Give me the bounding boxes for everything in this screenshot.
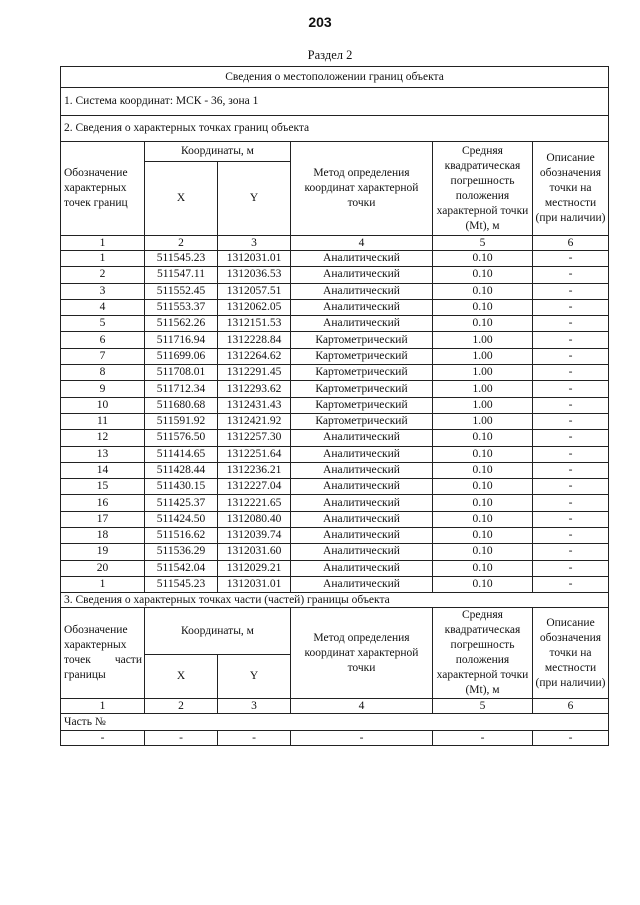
- header-error: Средняя квадратическая погрешность положения характерной точки (Mt), м: [433, 142, 533, 236]
- table-row: [61, 365, 609, 381]
- method: Аналитический: [291, 316, 433, 332]
- coord-x: 511712.34: [145, 381, 218, 397]
- header-designation: Обозначение характерных точек границ: [61, 142, 145, 236]
- coord-x: 511680.68: [145, 397, 218, 413]
- coordinate-system: 1. Система координат: МСК - 36, зона 1: [61, 88, 609, 116]
- coord-x: 511414.65: [145, 446, 218, 462]
- point-number: 13: [61, 446, 145, 462]
- header-x: X: [145, 162, 218, 236]
- description: -: [533, 544, 609, 560]
- point-number: 1: [61, 251, 145, 267]
- table-row: [61, 430, 609, 446]
- part-label: Часть №: [61, 714, 609, 731]
- column-numbers-row: [61, 236, 609, 251]
- error: 0.10: [433, 479, 533, 495]
- part-cell: -: [218, 731, 291, 746]
- table-row: [61, 479, 609, 495]
- column-number: 6: [533, 699, 609, 714]
- coord-x: 511536.29: [145, 544, 218, 560]
- coord-x: 511708.01: [145, 365, 218, 381]
- coord-x: 511547.11: [145, 267, 218, 283]
- error: 1.00: [433, 413, 533, 429]
- coord-y: 1312036.53: [218, 267, 291, 283]
- coord-x: 511552.45: [145, 283, 218, 299]
- table-row: [61, 413, 609, 429]
- description: -: [533, 397, 609, 413]
- error: 0.10: [433, 316, 533, 332]
- part-header-method: Метод определения координат характерной точки: [291, 608, 433, 699]
- point-number: 18: [61, 528, 145, 544]
- coord-y: 1312031.01: [218, 251, 291, 267]
- points-section-row: [61, 116, 609, 142]
- coord-x: 511430.15: [145, 479, 218, 495]
- column-number: 5: [433, 236, 533, 251]
- point-number: 8: [61, 365, 145, 381]
- description: -: [533, 528, 609, 544]
- method: Аналитический: [291, 446, 433, 462]
- table-row: [61, 397, 609, 413]
- error: 0.10: [433, 267, 533, 283]
- error: 0.10: [433, 560, 533, 576]
- column-number: 4: [291, 699, 433, 714]
- description: -: [533, 332, 609, 348]
- error: 0.10: [433, 251, 533, 267]
- coord-y: 1312291.45: [218, 365, 291, 381]
- method: Аналитический: [291, 576, 433, 592]
- coord-y: 1312029.21: [218, 560, 291, 576]
- part-header-y: Y: [218, 654, 291, 698]
- error: 0.10: [433, 511, 533, 527]
- description: -: [533, 495, 609, 511]
- error: 0.10: [433, 495, 533, 511]
- description: -: [533, 430, 609, 446]
- point-number: 10: [61, 397, 145, 413]
- method: Аналитический: [291, 479, 433, 495]
- table-row: [61, 381, 609, 397]
- method: Аналитический: [291, 267, 433, 283]
- part-header-error: Средняя квадратическая погрешность положения характерной точки (Mt), м: [433, 608, 533, 699]
- method: Аналитический: [291, 560, 433, 576]
- coord-x: 511424.50: [145, 511, 218, 527]
- description: -: [533, 251, 609, 267]
- method: Аналитический: [291, 462, 433, 478]
- column-number: 1: [61, 699, 145, 714]
- coord-y: 1312031.01: [218, 576, 291, 592]
- error: 1.00: [433, 365, 533, 381]
- description: -: [533, 479, 609, 495]
- coord-y: 1312057.51: [218, 283, 291, 299]
- part-cell: -: [533, 731, 609, 746]
- point-number: 5: [61, 316, 145, 332]
- table-row: [61, 332, 609, 348]
- point-number: 19: [61, 544, 145, 560]
- description: -: [533, 462, 609, 478]
- table-row: [61, 576, 609, 592]
- coord-x: 511699.06: [145, 348, 218, 364]
- coord-y: 1312264.62: [218, 348, 291, 364]
- coord-y: 1312031.60: [218, 544, 291, 560]
- error: 0.10: [433, 528, 533, 544]
- part-header-coordinates: Координаты, м: [145, 608, 291, 655]
- point-number: 7: [61, 348, 145, 364]
- column-number: 1: [61, 236, 145, 251]
- part-header-designation: Обозначение характерных точек части границы: [61, 608, 145, 699]
- table-row: [61, 462, 609, 478]
- error: 1.00: [433, 332, 533, 348]
- table-row: [61, 299, 609, 315]
- table-row: [61, 511, 609, 527]
- part-header-description: Описание обозначения точки на местности (при наличии): [533, 608, 609, 699]
- section-title: Раздел 2: [307, 48, 353, 62]
- coord-x: 511545.23: [145, 251, 218, 267]
- coord-y: 1312251.64: [218, 446, 291, 462]
- column-number: 5: [433, 699, 533, 714]
- coord-x: 511542.04: [145, 560, 218, 576]
- part-header-row-1: [61, 608, 609, 655]
- point-number: 6: [61, 332, 145, 348]
- table-row: [61, 251, 609, 267]
- column-number: 6: [533, 236, 609, 251]
- description: -: [533, 365, 609, 381]
- header-row-1: [61, 142, 609, 162]
- error: 1.00: [433, 381, 533, 397]
- table-row: [61, 446, 609, 462]
- point-number: 4: [61, 299, 145, 315]
- coordinate-system-row: [61, 88, 609, 116]
- description: -: [533, 348, 609, 364]
- method: Картометрический: [291, 381, 433, 397]
- part-cell: -: [433, 731, 533, 746]
- point-number: 11: [61, 413, 145, 429]
- method: Аналитический: [291, 511, 433, 527]
- description: -: [533, 381, 609, 397]
- coord-y: 1312062.05: [218, 299, 291, 315]
- column-number: 4: [291, 236, 433, 251]
- table-row: [61, 528, 609, 544]
- part-cell: -: [291, 731, 433, 746]
- coord-y: 1312227.04: [218, 479, 291, 495]
- method: Картометрический: [291, 413, 433, 429]
- method: Аналитический: [291, 430, 433, 446]
- method: Аналитический: [291, 251, 433, 267]
- coord-x: 511425.37: [145, 495, 218, 511]
- point-number: 14: [61, 462, 145, 478]
- header-coordinates: Координаты, м: [145, 142, 291, 162]
- description: -: [533, 413, 609, 429]
- part-points-section-row: [61, 593, 609, 608]
- method: Картометрический: [291, 397, 433, 413]
- coord-y: 1312257.30: [218, 430, 291, 446]
- error: 1.00: [433, 348, 533, 364]
- method: Картометрический: [291, 332, 433, 348]
- error: 0.10: [433, 544, 533, 560]
- error: 0.10: [433, 299, 533, 315]
- table-row: [61, 560, 609, 576]
- point-number: 3: [61, 283, 145, 299]
- coord-x: 511553.37: [145, 299, 218, 315]
- header-description: Описание обозначения точки на местности (при наличии): [533, 142, 609, 236]
- error: 0.10: [433, 430, 533, 446]
- point-number: 12: [61, 430, 145, 446]
- method: Аналитический: [291, 528, 433, 544]
- coord-y: 1312221.65: [218, 495, 291, 511]
- description: -: [533, 576, 609, 592]
- error: 0.10: [433, 283, 533, 299]
- page-number: 203: [308, 14, 332, 30]
- table-row: [61, 495, 609, 511]
- points-section-title: 2. Сведения о характерных точках границ объекта: [61, 116, 609, 142]
- part-cell: -: [145, 731, 218, 746]
- column-number: 2: [145, 236, 218, 251]
- description: -: [533, 560, 609, 576]
- error: 1.00: [433, 397, 533, 413]
- coord-x: 511716.94: [145, 332, 218, 348]
- header-method: Метод определения координат характерной точки: [291, 142, 433, 236]
- method: Картометрический: [291, 348, 433, 364]
- part-cell: -: [61, 731, 145, 746]
- description: -: [533, 446, 609, 462]
- coord-x: 511562.26: [145, 316, 218, 332]
- method: Аналитический: [291, 283, 433, 299]
- table-title-row: [61, 67, 609, 88]
- coord-y: 1312293.62: [218, 381, 291, 397]
- method: Картометрический: [291, 365, 433, 381]
- table-row: [61, 316, 609, 332]
- table-row: [61, 544, 609, 560]
- coord-x: 511516.62: [145, 528, 218, 544]
- description: -: [533, 316, 609, 332]
- point-number: 16: [61, 495, 145, 511]
- column-number: 3: [218, 236, 291, 251]
- coord-y: 1312236.21: [218, 462, 291, 478]
- part-header-x: X: [145, 654, 218, 698]
- point-number: 2: [61, 267, 145, 283]
- coord-x: 511591.92: [145, 413, 218, 429]
- description: -: [533, 283, 609, 299]
- coord-x: 511576.50: [145, 430, 218, 446]
- table-title: Сведения о местоположении границ объекта: [61, 67, 609, 88]
- part-points-section-title: 3. Сведения о характерных точках части (частей) границы объекта: [61, 593, 609, 608]
- description: -: [533, 511, 609, 527]
- part-column-numbers-row: [61, 699, 609, 714]
- error: 0.10: [433, 462, 533, 478]
- coord-y: 1312151.53: [218, 316, 291, 332]
- coord-y: 1312039.74: [218, 528, 291, 544]
- coord-y: 1312080.40: [218, 511, 291, 527]
- column-number: 2: [145, 699, 218, 714]
- column-number: 3: [218, 699, 291, 714]
- table-row: [61, 267, 609, 283]
- method: Аналитический: [291, 299, 433, 315]
- description: -: [533, 299, 609, 315]
- header-y: Y: [218, 162, 291, 236]
- part-data-row: [61, 731, 609, 746]
- coord-x: 511428.44: [145, 462, 218, 478]
- part-label-row: [61, 714, 609, 731]
- method: Аналитический: [291, 495, 433, 511]
- point-number: 9: [61, 381, 145, 397]
- coord-x: 511545.23: [145, 576, 218, 592]
- coord-y: 1312421.92: [218, 413, 291, 429]
- table-row: [61, 348, 609, 364]
- table-row: [61, 283, 609, 299]
- point-number: 1: [61, 576, 145, 592]
- point-number: 15: [61, 479, 145, 495]
- error: 0.10: [433, 576, 533, 592]
- coord-y: 1312431.43: [218, 397, 291, 413]
- boundary-table: [60, 66, 609, 746]
- error: 0.10: [433, 446, 533, 462]
- coord-y: 1312228.84: [218, 332, 291, 348]
- description: -: [533, 267, 609, 283]
- point-number: 20: [61, 560, 145, 576]
- method: Аналитический: [291, 544, 433, 560]
- point-number: 17: [61, 511, 145, 527]
